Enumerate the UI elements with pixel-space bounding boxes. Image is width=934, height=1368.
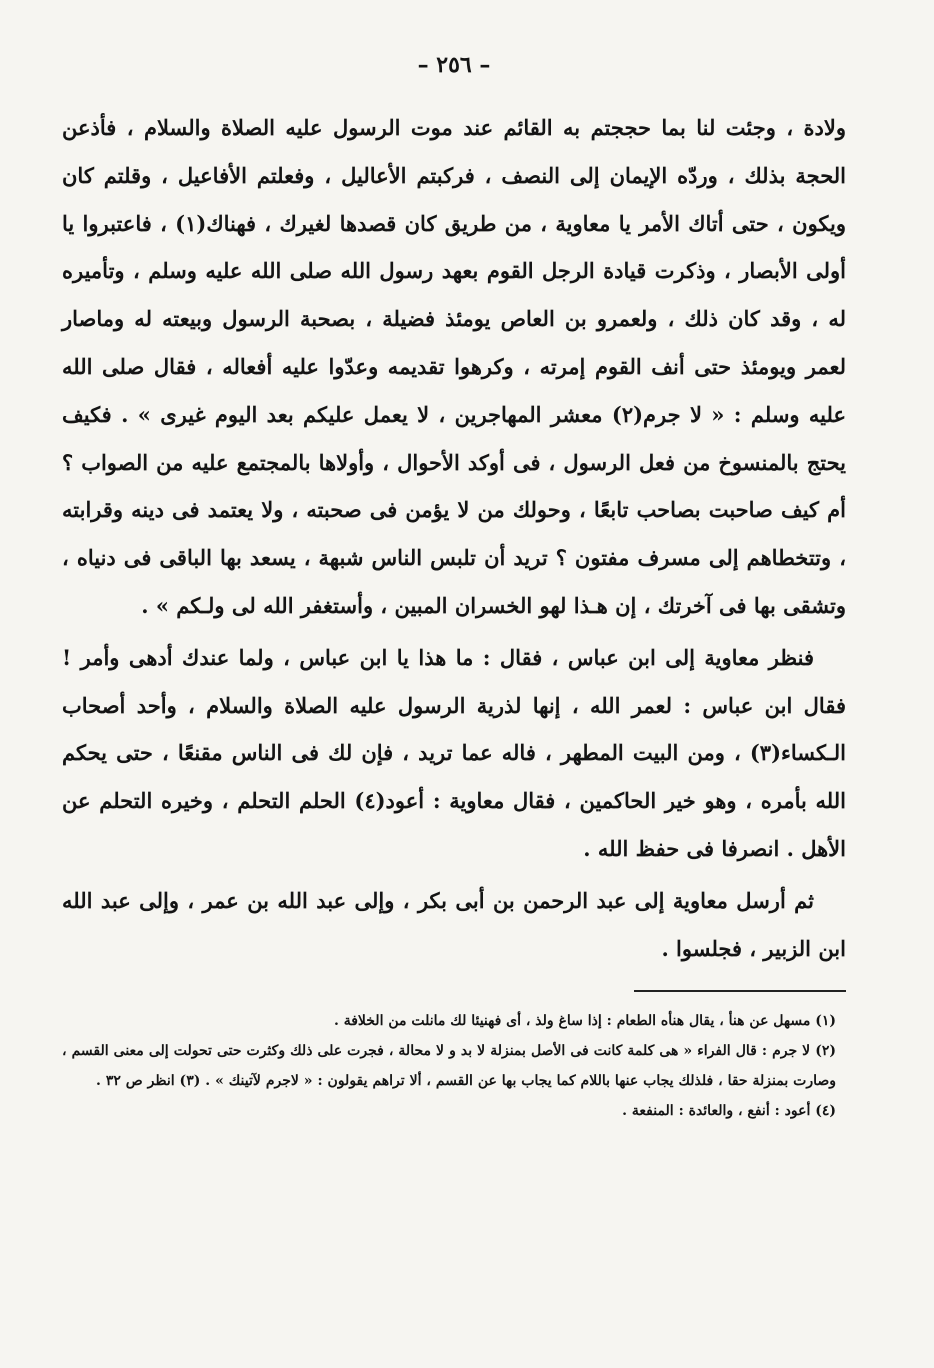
footnote-3: (٣) انظر ص ٣٢ . <box>96 1073 201 1090</box>
footnote-4: (٤) أعود : أنفع ، والعائدة : المنفعة . <box>622 1103 836 1120</box>
footnote-2 <box>62 1036 846 1126</box>
paragraph-1: ولادة ، وجئت لنا بما حججتم به القائم عند موت الرسول عليه الصلاة والسلام ، فأذعن الحجة بذلك ، وردّه الإيمان إلى النصف ، فركبتم الأعاليل ، وفعلتم الأفاعيل ، وقلتم كان ويكون ، حتى أتاك الأمر يا معاوية ، من طريق كان قصدها لغيرك ، فهناك(١) ، فاعتبروا يا أولى الأبصار ، وذكرت قيادة الرجل القوم بعهد رسول الله صلى الله عليه وسلم ، وتأميره له ، وقد كان ذلك ، ولعمرو بن العاص يومئذ فضيلة ، بصحبة الرسول وبيعته له وماصار لعمر ويومئذ حتى أنف القوم إمرته ، وكرهوا تقديمه وعدّوا عليه أفعاله ، فقال صلى الله عليه وسلم : « لا جرم(٢) معشر المهاجرين ، لا يعمل عليكم بعد اليوم غيرى » . فكيف يحتج بالمنسوخ من فعل الرسول ، فى أوكد الأحوال ، وأولاها بالمجتمع عليه من الصواب ؟ أم كيف صاحبت بصاحب تابعًا ، وحولك من لا يؤمن فى صحبته ، ولا يعتمد فى دينه وقرابته ، وتتخطاهم إلى مسرف مفتون ؟ تريد أن تلبس الناس شبهة ، يسعد بها الباقى فى دنياه ، وتشقى بها فى آخرتك ، إن هـذا لهو الخسران المبين ، وأستغفر الله لى ولـكم » . <box>62 115 847 618</box>
footnote-1: (١) مسهل عن هنأ ، يقال هنأه الطعام : إذا ساغ ولذ ، أى فهنيئا لك مانلت من الخلافة . <box>333 1013 836 1030</box>
footnote-2-text: (٢) لا جرم : قال الفراء « هى كلمة كانت فى الأصل بمنزلة لا بد و لا محالة ، فجرت على ذلك وكثرت حتى تحولت إلى معنى القسم ، وصارت بمنزلة حقا ، فلذلك يجاب عنها باللام كما يجاب بها عن القسم ، ألا تراهم يقولون : « لاجرم لآتينك » . <box>62 1043 837 1090</box>
paragraph-2: فنظر معاوية إلى ابن عباس ، فقال : ما هذا يا ابن عباس ، ولما عندك أدهى وأمر ! فقال ابن عباس : لعمر الله ، إنها لذرية الرسول عليه الصلاة والسلام ، وأحد أصحاب الـكساء(٣) ، ومن البيت المطهر ، فاله عما تريد ، فإن لك فى الناس مقنعًا ، حتى يحكم الله بأمره ، وهو خير الحاكمين ، فقال معاوية : أعود(٤) الحلم التحلم ، وخيره التحلم عن الأهل . انصرفا فى حفظ الله . <box>62 644 846 861</box>
page-number: – ٢٥٦ – <box>417 52 491 78</box>
footnote-divider <box>634 990 846 992</box>
book-page <box>62 52 846 1368</box>
main-text <box>62 104 846 972</box>
paragraph-3: ثم أرسل معاوية إلى عبد الرحمن بن أبى بكر ، وإلى عبد الله بن عمر ، وإلى عبد الله ابن الزبير ، فجلسوا . <box>62 887 846 961</box>
footnotes <box>62 1006 846 1126</box>
